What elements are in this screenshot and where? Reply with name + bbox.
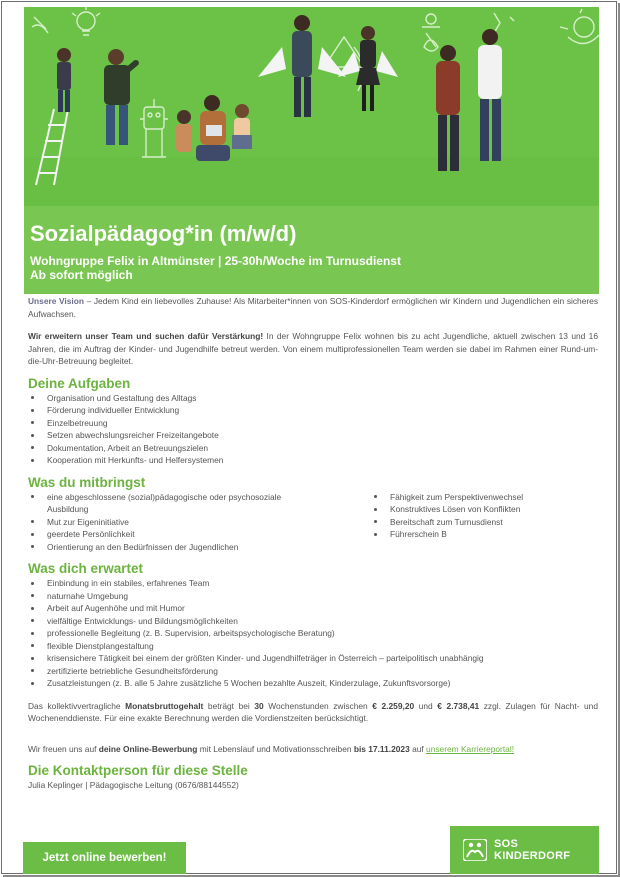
list-item: Bereitschaft zum Turnusdienst (371, 516, 598, 529)
logo-text-sos: SOS (494, 838, 519, 850)
vision-text: – Jedem Kind ein liebevolles Zuhause! Als Mitarbeiter*innen von SOS-Kinderdorf ermöglichen wir Kindern und Jugendlichen ein sicheres Aufwachsen. (28, 296, 599, 319)
list-item: Einzelbetreuung (28, 417, 598, 430)
sos-logo-icon (463, 839, 487, 861)
job-content (28, 295, 598, 792)
list-item: eine abgeschlossene (sozial)pädagogische oder psychosoziale Ausbildung (28, 491, 371, 516)
list-item: Mut zur Eigeninitiative (28, 516, 371, 529)
hero-illustration (24, 7, 599, 206)
vision-label: Unsere Vision (28, 296, 84, 306)
contact-heading: Die Kontaktperson für diese Stelle (28, 763, 248, 778)
contact-person: Julia Keplinger | Pädagogische Leitung (0676/88144552) (28, 780, 239, 790)
list-item: zertifizierte betriebliche Gesundheitsförderung (28, 665, 598, 678)
list-item: Führerschein B (371, 528, 598, 541)
list-item: Organisation und Gestaltung des Alltags (28, 392, 598, 405)
apply-online-button[interactable]: Jetzt online bewerben! (23, 842, 186, 874)
list-item: naturnahe Umgebung (28, 590, 598, 603)
list-item: Orientierung an den Bedürfnissen der Jugendlichen (28, 541, 371, 554)
list-item: vielfältige Entwicklungs- und Bildungsmöglichkeiten (28, 615, 598, 628)
vision-paragraph (28, 295, 598, 320)
list-item: geerdete Persönlichkeit (28, 528, 371, 541)
list-item: Fähigkeit zum Perspektivenwechsel (371, 491, 598, 504)
title-banner (24, 206, 599, 294)
list-item: Einbindung in ein stabiles, erfahrenes Team (28, 577, 598, 590)
hero-image (24, 7, 599, 206)
list-item: flexible Dienstplangestaltung (28, 640, 598, 653)
team-paragraph (28, 330, 598, 368)
tasks-list (28, 392, 598, 467)
job-start: Ab sofort möglich (30, 268, 133, 282)
sos-kinderdorf-logo (450, 826, 599, 874)
job-subtitle: Wohngruppe Felix in Altmünster | 25-30h/Woche im Turnusdienst (30, 254, 401, 268)
benefits-heading: Was dich erwartet (28, 561, 144, 576)
requirements-list-right (371, 491, 598, 554)
list-item: professionelle Begleitung (z. B. Supervision, arbeitspsychologische Beratung) (28, 627, 598, 640)
team-bold: Wir erweitern unser Team und suchen dafür Verstärkung! (28, 331, 264, 341)
benefits-list (28, 577, 598, 690)
career-portal-link[interactable]: unserem Karriereportal! (426, 743, 515, 754)
requirements-columns (28, 491, 598, 554)
job-title: Sozialpädagog*in (m/w/d) (30, 221, 297, 246)
list-item: Arbeit auf Augenhöhe und mit Humor (28, 602, 598, 615)
list-item: krisensichere Tätigkeit bei einem der größten Kinder- und Jugendhilfeträger in Österreich – parteipolitisch unabhängig (28, 652, 598, 665)
logo-text-kinderdorf: KINDERDORF (494, 850, 571, 862)
tasks-heading: Deine Aufgaben (28, 375, 131, 391)
list-item: Setzen abwechslungsreicher Freizeitangebote (28, 429, 598, 442)
salary-paragraph: Das kollektivvertragliche Monatsbruttogehalt beträgt bei 30 Wochenstunden zwischen € 2.259,20 und € 2.738,41 zzgl. Zulagen für Nacht- und Wochenenddienste. Für eine exakte Berechnung werden die Vordienstzeiten berücksichtigt. (28, 700, 598, 723)
list-item: Konstruktives Lösen von Konflikten (371, 503, 598, 516)
list-item: Kooperation mit Herkunfts- und Helfersystemen (28, 454, 598, 467)
requirements-list-left (28, 491, 371, 554)
list-item: Förderung individueller Entwicklung (28, 404, 598, 417)
requirements-heading: Was du mitbringst (28, 474, 146, 490)
apply-paragraph: Wir freuen uns auf deine Online-Bewerbung mit Lebenslauf und Motivationsschreiben bis 17.11.2023 auf unserem Karriereportal! (28, 743, 515, 754)
list-item: Dokumentation, Arbeit an Betreuungszielen (28, 442, 598, 455)
team-text: In der Wohngruppe Felix wohnen bis zu acht Jugendliche, aktuell zwischen 13 und 16 Jahren, die im Auftrag der Kinder- und Jugendhilfe betreut werden. Von einem multiprofessionellen Team werden sie dabei im Rahmen einer Rund-um-die-Uhr-Betreuung begleitet. (28, 331, 598, 366)
list-item: Zusatzleistungen (z. B. alle 5 Jahre zusätzliche 5 Wochen bezahlte Auszeit, Kinderzulage, Zukunftsvorsorge) (28, 677, 598, 690)
